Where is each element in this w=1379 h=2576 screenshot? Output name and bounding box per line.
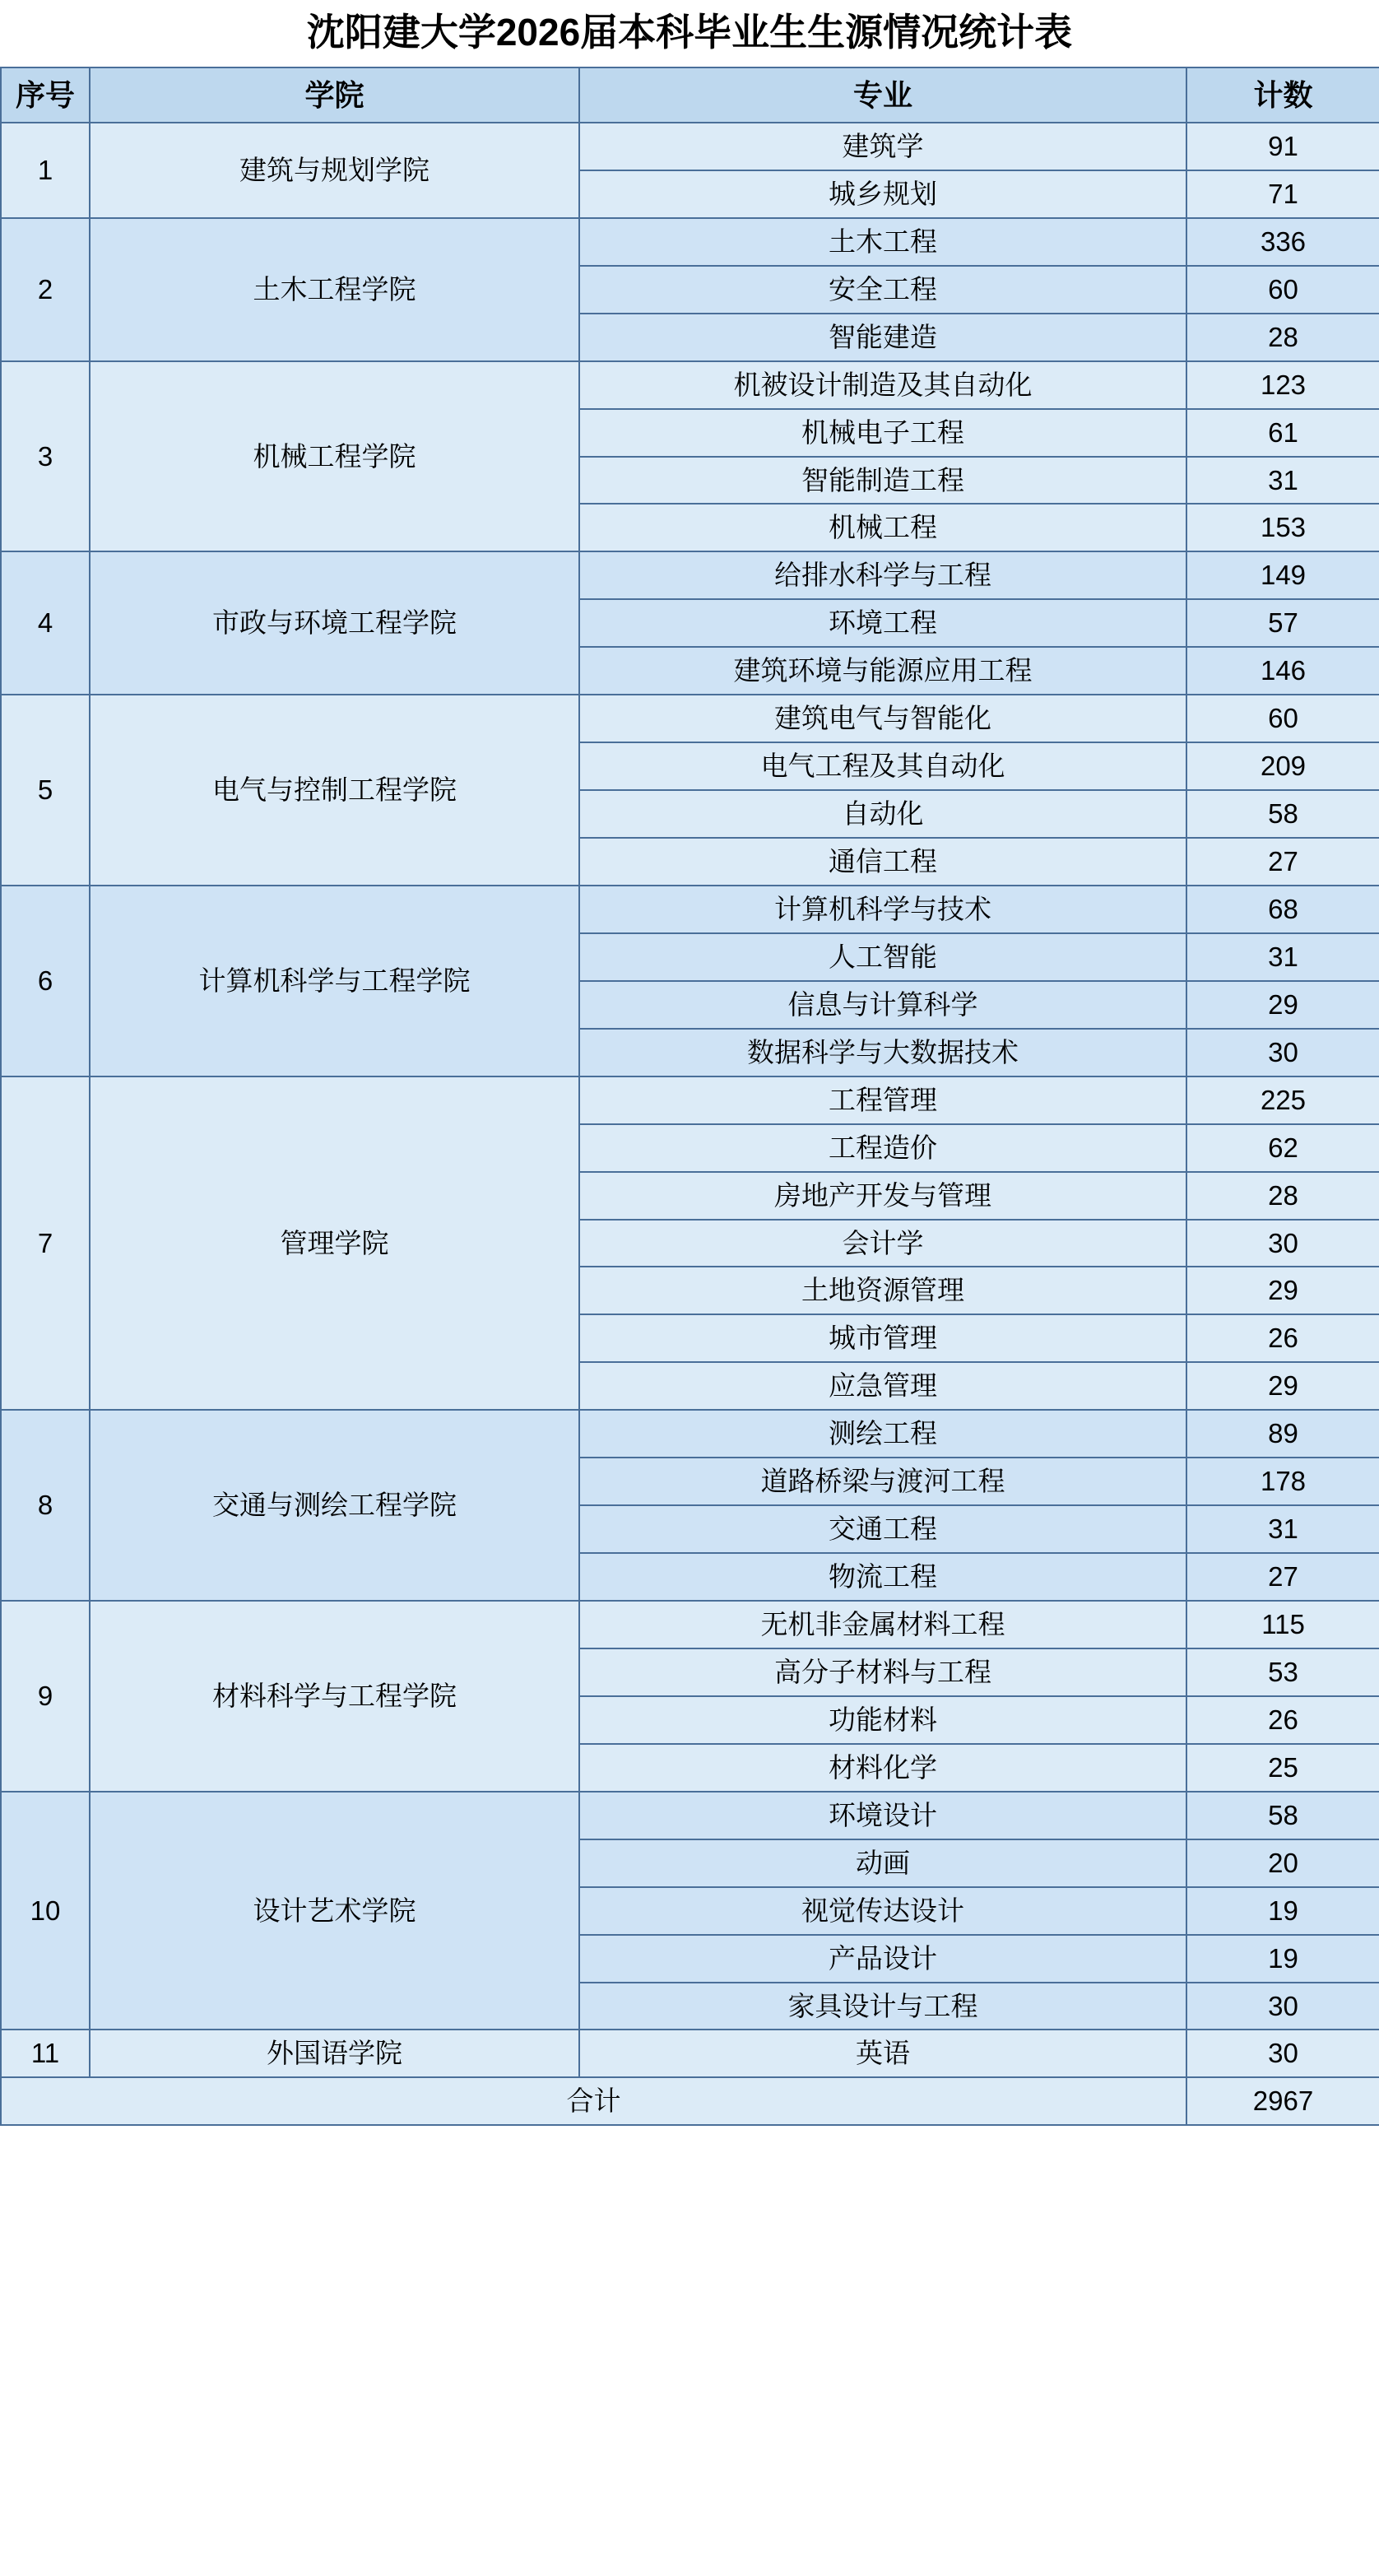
cell-major: 房地产开发与管理 [579, 1172, 1186, 1220]
cell-major: 人工智能 [579, 933, 1186, 981]
cell-count: 149 [1186, 551, 1379, 599]
cell-major: 材料化学 [579, 1744, 1186, 1792]
total-label: 合计 [1, 2077, 1186, 2125]
table-header [1, 67, 1379, 123]
cell-major: 无机非金属材料工程 [579, 1601, 1186, 1648]
cell-college: 外国语学院 [90, 2030, 579, 2077]
cell-major: 交通工程 [579, 1505, 1186, 1553]
cell-count: 26 [1186, 1696, 1379, 1744]
cell-index: 3 [1, 361, 90, 552]
cell-index: 8 [1, 1410, 90, 1601]
cell-count: 27 [1186, 838, 1379, 886]
cell-count: 68 [1186, 886, 1379, 933]
cell-college: 机械工程学院 [90, 361, 579, 552]
cell-major: 机械工程 [579, 504, 1186, 551]
cell-count: 58 [1186, 1792, 1379, 1839]
table-body [1, 123, 1379, 2077]
cell-major: 机被设计制造及其自动化 [579, 361, 1186, 409]
cell-count: 62 [1186, 1124, 1379, 1172]
cell-major: 工程管理 [579, 1076, 1186, 1124]
cell-index: 1 [1, 123, 90, 218]
column-header-major: 专业 [579, 67, 1186, 123]
cell-count: 153 [1186, 504, 1379, 551]
cell-count: 209 [1186, 742, 1379, 790]
cell-count: 115 [1186, 1601, 1379, 1648]
table-row [1, 2030, 1379, 2077]
cell-college: 管理学院 [90, 1076, 579, 1411]
cell-major: 建筑环境与能源应用工程 [579, 647, 1186, 695]
cell-major: 电气工程及其自动化 [579, 742, 1186, 790]
cell-major: 视觉传达设计 [579, 1887, 1186, 1935]
cell-college: 交通与测绘工程学院 [90, 1410, 579, 1601]
cell-major: 城市管理 [579, 1314, 1186, 1362]
page-title: 沈阳建大学2026届本科毕业生生源情况统计表 [306, 11, 1073, 53]
table-row [1, 695, 1379, 742]
cell-major: 高分子材料与工程 [579, 1648, 1186, 1696]
cell-count: 53 [1186, 1648, 1379, 1696]
cell-count: 27 [1186, 1553, 1379, 1601]
table-footer [1, 2077, 1379, 2125]
cell-college: 建筑与规划学院 [90, 123, 579, 218]
cell-major: 数据科学与大数据技术 [579, 1029, 1186, 1076]
cell-major: 功能材料 [579, 1696, 1186, 1744]
cell-count: 58 [1186, 790, 1379, 838]
table-row [1, 1076, 1379, 1124]
table-header-row [1, 67, 1379, 123]
cell-major: 产品设计 [579, 1935, 1186, 1983]
cell-index: 6 [1, 886, 90, 1076]
cell-major: 通信工程 [579, 838, 1186, 886]
cell-count: 71 [1186, 170, 1379, 218]
cell-count: 29 [1186, 981, 1379, 1029]
table-row [1, 1792, 1379, 1839]
table-row [1, 123, 1379, 170]
cell-major: 建筑学 [579, 123, 1186, 170]
total-row [1, 2077, 1379, 2125]
table-row [1, 1601, 1379, 1648]
cell-index: 9 [1, 1601, 90, 1792]
cell-count: 30 [1186, 2030, 1379, 2077]
cell-major: 土木工程 [579, 218, 1186, 266]
cell-major: 智能建造 [579, 314, 1186, 361]
table-row [1, 886, 1379, 933]
cell-count: 31 [1186, 1505, 1379, 1553]
cell-major: 家具设计与工程 [579, 1983, 1186, 2030]
cell-major: 安全工程 [579, 266, 1186, 314]
cell-count: 61 [1186, 409, 1379, 457]
cell-major: 环境工程 [579, 599, 1186, 647]
cell-major: 应急管理 [579, 1362, 1186, 1410]
cell-count: 146 [1186, 647, 1379, 695]
cell-major: 测绘工程 [579, 1410, 1186, 1458]
cell-count: 57 [1186, 599, 1379, 647]
cell-college: 电气与控制工程学院 [90, 695, 579, 886]
cell-major: 信息与计算科学 [579, 981, 1186, 1029]
cell-count: 60 [1186, 266, 1379, 314]
cell-major: 环境设计 [579, 1792, 1186, 1839]
cell-major: 城乡规划 [579, 170, 1186, 218]
cell-major: 会计学 [579, 1220, 1186, 1267]
cell-major: 工程造价 [579, 1124, 1186, 1172]
cell-index: 10 [1, 1792, 90, 2030]
cell-count: 25 [1186, 1744, 1379, 1792]
cell-index: 7 [1, 1076, 90, 1411]
cell-major: 给排水科学与工程 [579, 551, 1186, 599]
graduates-statistics-table [0, 67, 1379, 2127]
column-header-college: 学院 [90, 67, 579, 123]
cell-count: 28 [1186, 314, 1379, 361]
cell-count: 19 [1186, 1935, 1379, 1983]
cell-index: 4 [1, 551, 90, 695]
table-row [1, 551, 1379, 599]
cell-index: 11 [1, 2030, 90, 2077]
cell-major: 动画 [579, 1839, 1186, 1887]
cell-count: 89 [1186, 1410, 1379, 1458]
cell-count: 19 [1186, 1887, 1379, 1935]
cell-index: 5 [1, 695, 90, 886]
table-row [1, 218, 1379, 266]
column-header-index: 序号 [1, 67, 90, 123]
cell-major: 英语 [579, 2030, 1186, 2077]
cell-count: 29 [1186, 1362, 1379, 1410]
cell-index: 2 [1, 218, 90, 361]
cell-count: 29 [1186, 1267, 1379, 1314]
column-header-count: 计数 [1186, 67, 1379, 123]
cell-major: 建筑电气与智能化 [579, 695, 1186, 742]
cell-major: 智能制造工程 [579, 457, 1186, 505]
table-row [1, 361, 1379, 409]
cell-count: 30 [1186, 1029, 1379, 1076]
cell-college: 计算机科学与工程学院 [90, 886, 579, 1076]
cell-count: 31 [1186, 933, 1379, 981]
cell-count: 20 [1186, 1839, 1379, 1887]
cell-count: 60 [1186, 695, 1379, 742]
cell-major: 土地资源管理 [579, 1267, 1186, 1314]
cell-count: 225 [1186, 1076, 1379, 1124]
cell-college: 市政与环境工程学院 [90, 551, 579, 695]
table-row [1, 1410, 1379, 1458]
cell-count: 30 [1186, 1983, 1379, 2030]
cell-count: 26 [1186, 1314, 1379, 1362]
cell-count: 30 [1186, 1220, 1379, 1267]
cell-major: 自动化 [579, 790, 1186, 838]
cell-college: 土木工程学院 [90, 218, 579, 361]
cell-count: 336 [1186, 218, 1379, 266]
cell-college: 设计艺术学院 [90, 1792, 579, 2030]
cell-major: 道路桥梁与渡河工程 [579, 1458, 1186, 1505]
cell-count: 31 [1186, 457, 1379, 505]
cell-count: 91 [1186, 123, 1379, 170]
cell-major: 计算机科学与技术 [579, 886, 1186, 933]
total-value: 2967 [1186, 2077, 1379, 2125]
cell-count: 123 [1186, 361, 1379, 409]
cell-major: 物流工程 [579, 1553, 1186, 1601]
cell-major: 机械电子工程 [579, 409, 1186, 457]
cell-college: 材料科学与工程学院 [90, 1601, 579, 1792]
cell-count: 178 [1186, 1458, 1379, 1505]
cell-count: 28 [1186, 1172, 1379, 1220]
